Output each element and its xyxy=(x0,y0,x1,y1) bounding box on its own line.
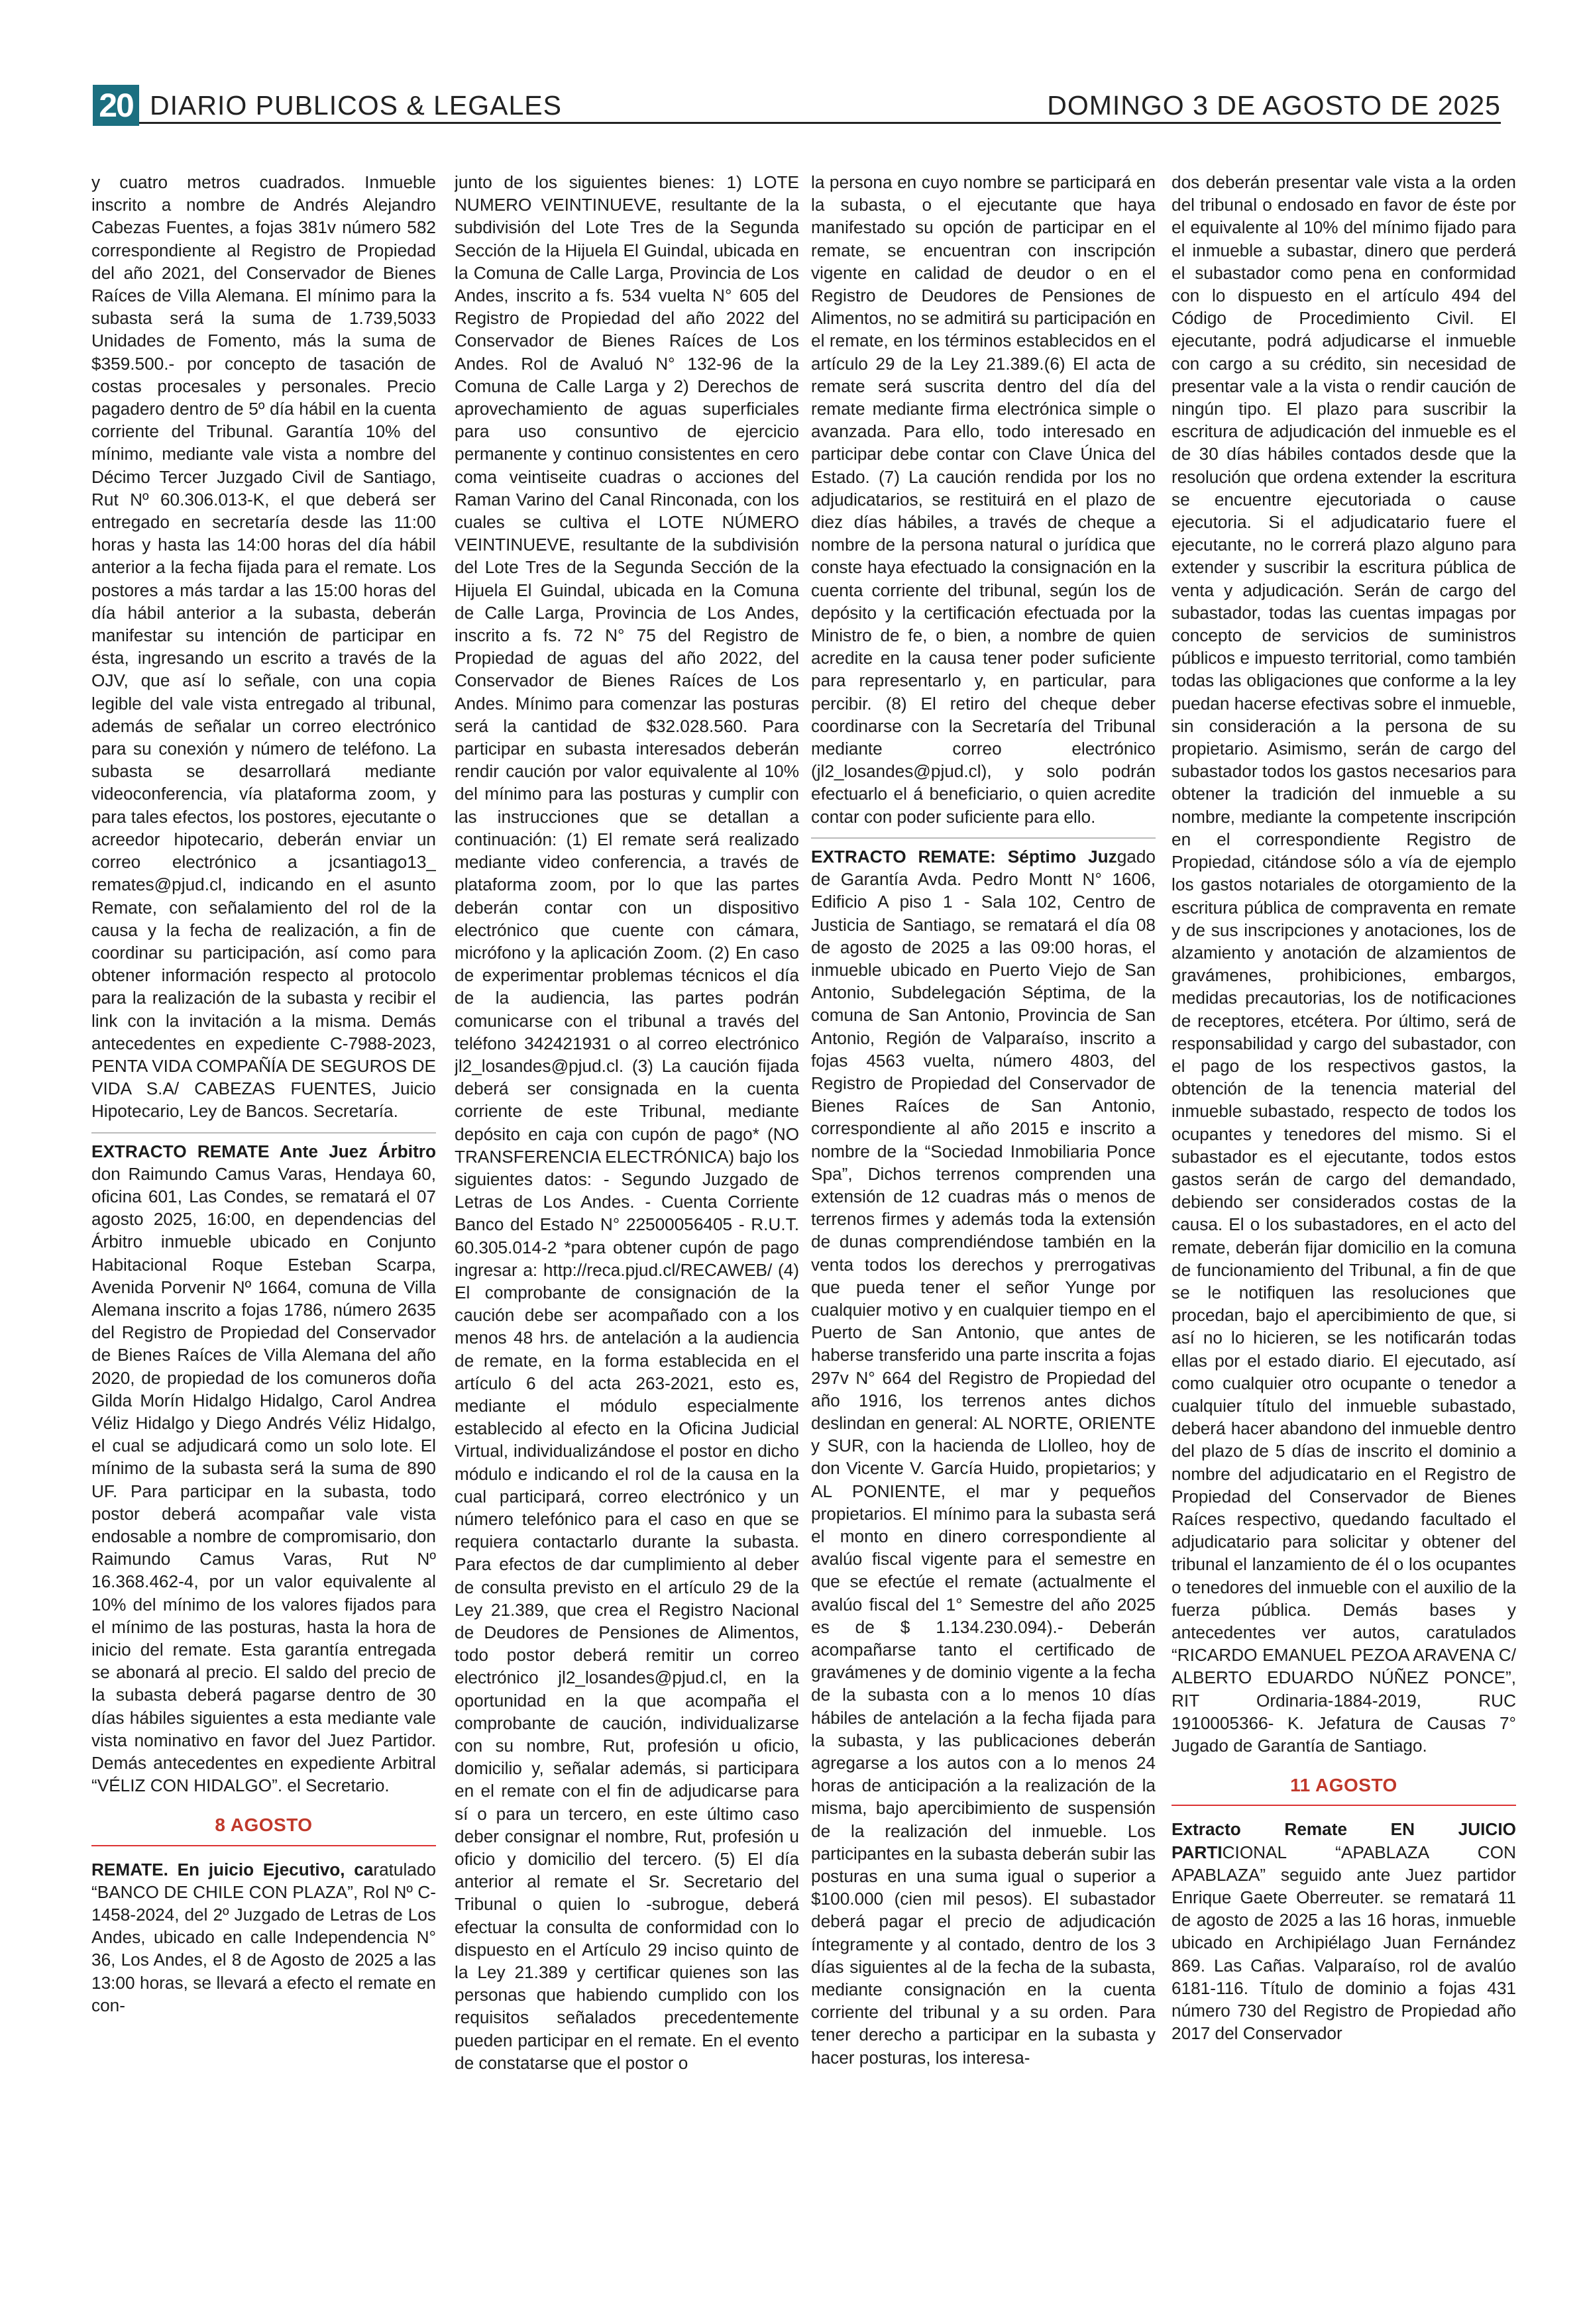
notice-paragraph xyxy=(811,845,1156,2069)
notice-paragraph xyxy=(91,1140,436,1797)
column-4 xyxy=(1172,171,1516,2298)
page-number: 20 xyxy=(93,85,139,126)
notice-heading: Extracto Remate EN JUICIO PARTI xyxy=(1172,1819,1516,1862)
notice-paragraph: junto de los siguientes bienes: 1) LOTE NUMERO VEINTINUEVE, resultante de la subdivisión del Lote Tres de la Segunda Sección de la Hijuela El Guindal, ubicada en la Comuna de Calle Larga, Provincia de Los Andes, inscrito a fs. 534 vuelta N° 605 del Registro de Propiedad del año 2022 del Conservador de Bienes Raíces de Los Andes. Rol de Avaluó N° 132-96 de la Comuna de Calle Larga y 2) Derechos de aprovechamiento de aguas superficiales para uso consuntivo de ejercicio permanente y continuo consistentes en cero coma veintiseite cuadras o acciones del Raman Varino del Canal Rinconada, con los cuales se cultiva el LOTE NÚMERO VEINTINUEVE, resultante de la subdivisión del Lote Tres de la Segunda Sección de la Hijuela El Guindal, ubicada en la Comuna de Calle Larga, Provincia de Los Andes, inscrito a fs. 72 N° 75 del Registro de Propiedad de aguas del año 2022, del Conservador de Bienes Raíces de Los Andes. Mínimo para comenzar las posturas será la cantidad de $32.028.560. Para participar en subasta interesados deberán rendir caución por valor equivalente al 10% del mínimo para las posturas y cumplir con las instrucciones que se detallan a continuación: (1) El remate será realizado mediante video conferencia, a través de plataforma zoom, por lo que las partes deberán contar con un dispositivo electrónico que cuente con cámara, micrófono y la aplicación Zoom. (2) En caso de experimentar problemas técnicos el día de la audiencia, las partes podrán comunicarse con el tribunal a través del teléfono 342421931 o al correo electrónico jl2_losandes@pjud.cl. (3) La caución fijada deberá ser consignada en la cuenta corriente de este Tribunal, mediante depósito en caja con cupón de pago* (NO TRANSFERENCIA ELECTRÓNICA) bajo los siguientes datos: - Segundo Juzgado de Letras de Los Andes. - Cuenta Corriente Banco del Estado N° 22500056405 - R.U.T. 60.305.014-2 *para obtener cupón de pago ingresar a: http://reca.pjud.cl/RECAWEB/ (4) El comprobante de consignación de la caución debe ser acompañado con a los menos 48 hrs. de antelación a la audiencia de remate, en la forma establecida en el artículo 6 del acta 263-2021, esto es, mediante el módulo especialmente establecido al efecto en la Oficina Judicial Virtual, individualizándose el postor en dicho módulo e indicando el rol de la causa en la cual participará, correo electrónico y un número telefónico para el caso en que se requiera contactarlo durante la subasta. Para efectos de dar cumplimiento al deber de consulta previsto en el artículo 29 de la Ley 21.389, que crea el Registro Nacional de Deudores de Pensiones de Alimentos, todo postor deberá remitir un correo electrónico jl2_losandes@pjud.cl, en la oportunidad en la que acompaña el comprobante de caución, individualizarse con su nombre, Rut, profesión u oficio, domicilio y, señalar además, si participara en el remate con el fin de adjudicarse para sí o para un tercero, en este último caso deber consignar el nombre, Rut, profesión u oficio y domicilio del tercero. (5) El día anterior al remate el Sr. Secretario del Tribunal o quien lo -subrogue, deberá efectuar la consulta de conformidad con lo dispuesto en el Artículo 29 inciso quinto de la Ley 21.389 y certificar quienes son las personas que habiendo cumplido con los requisitos señalados precedentemente pueden participar en el remate. En el evento de constatarse que el postor o xyxy=(455,172,799,2073)
section-heading: 11 AGOSTO xyxy=(1290,1775,1397,1796)
notice-body: CIONAL “APABLAZA CON APABLAZA” seguido ante Juez partidor Enrique Gaete Oberreuter. se rematará 11 de agosto de 2025 a las 16 horas, inmueble ubicado en Archipiélago Juan Fernández 869. Las Cañas. Valparaíso, rol de avalúo 6181-116. Título de dominio a fojas 431 número 730 del Registro de Propiedad año 2017 del Conservador xyxy=(1172,1842,1516,2044)
section-rule xyxy=(1172,1805,1516,1806)
publication-title: DIARIO PUBLICOS & LEGALES xyxy=(150,90,562,121)
notice-body: ratulado “BANCO DE CHILE CON PLAZA”, Rol Nº C-1458-2024, del 2º Juzgado de Letras de Los Andes, ubicado en calle Independencia N° 36, Los Andes, el 8 de Agosto de 2025 a las 13:00 horas, se llevará a efecto el remate en con- xyxy=(91,1859,436,2015)
page-header xyxy=(93,85,1501,124)
notice-body: gado de Garantía Avda. Pedro Montt N° 1606, Edificio A piso 1 - Sala 102, Centro de Justicia de Santiago, se rematará el día 08 de agosto de 2025 a las 09:00 horas, el inmueble ubicado en Puerto Viejo de San Antonio, Subdelegación Séptima, de la comuna de San Antonio, Provincia de San Antonio, Región de Valparaíso, inscrito a fojas 4563 vuelta, número 4803, del Registro de Propiedad del Conservador de Bienes Raíces de San Antonio, correspondiente al año 2015 e inscrito a nombre de la “Sociedad Inmobiliaria Ponce Spa”, Dichos terrenos comprenden una extensión de 12 cuadras más o menos de terrenos firmes y además toda la extensión de dunas comprendiéndose también en la venta todos los derechos y prerrogativas que pueda tener el señor Yunge por cualquier motivo y en cualquier tiempo en el Puerto de San Antonio, que antes de haberse transferido una parte inscrita a fojas 297v N° 664 del Registro de Propiedad del año 1916, los terrenos antes dichos deslindan en general: AL NORTE, ORIENTE y SUR, con la hacienda de Llolleo, hoy de don Vicente V. García Huido, propietarios; y AL PONIENTE, el mar y pequeños propietarios. El mínimo para la subasta será el monto en dinero correspondiente al avalúo fiscal vigente para el semestre en que se efectúe el remate (actualmente el avalúo fiscal del 1° Semestre del año 2025 es de $ 1.134.230.094).- Deberán acompañarse tanto el certificado de gravámenes y de dominio vigente a la fecha de la subasta con a lo menos 10 días hábiles de antelación a la fecha fijada para la subasta, y las publicaciones deberán agregarse a los autos con a lo menos 24 horas de anticipación a la realización de la misma, bajo apercibimiento de suspensión de la realización del inmueble. Los participantes en la subasta deberán subir las posturas en una suma igual o superior a $100.000 (cien mil pesos). El subastador deberá pagar el precio de adjudicación íntegramente y al contado, dentro de los 3 días siguientes al de la fecha de la subasta, mediante consignación en la cuenta corriente del tribunal y a su orden. Para tener derecho a participar en la subasta y hacer posturas, los interesa- xyxy=(811,846,1156,2068)
issue-date: DOMINGO 3 DE AGOSTO DE 2025 xyxy=(1047,90,1501,121)
notice-heading: EXTRACTO REMATE: Séptimo Juz xyxy=(811,846,1117,867)
notice-divider xyxy=(91,1132,436,1134)
notice-paragraph xyxy=(1172,1818,1516,2044)
notice-heading: REMATE. En juicio Ejecutivo, ca xyxy=(91,1859,374,1879)
column-3 xyxy=(811,171,1156,2298)
notice-heading: EXTRACTO REMATE Ante Juez Árbitro xyxy=(91,1141,436,1161)
notice-paragraph: dos deberán presentar vale vista a la orden del tribunal o endosado en favor de éste por el equivalente al 10% del mínimo fijado para el inmueble a subastar, dinero que perderá el subastador como pena en conformidad con lo dispuesto en el artículo 494 del Código de Procedimiento Civil. El ejecutante, podrá adjudicarse el inmueble con cargo a su crédito, sin necesidad de presentar vale a la vista o rendir caución de ningún tipo. El plazo para suscribir la escritura de adjudicación del inmueble es el de 30 días hábiles contados desde que la resolución que ordena extender la escritura se encuentre ejecutoriada o cause ejecutoria. Si el adjudicatario fuere el ejecutante, no le correrá plazo alguno para extender y suscribir la escritura pública de venta y adjudicación. Serán de cargo del subastador, todas las cuentas impagas por concepto de servicios de suministros públicos e impuesto territorial, como también todas las obligaciones que conforme a la ley puedan hacerse efectivas sobre el inmueble, sin consideración a la persona de su propietario. Asimismo, serán de cargo del subastador todos los gastos necesarios para obtener la tradición del inmueble a su nombre, mediante la competente inscripción en el correspondiente Registro de Propiedad, citándose sólo a vía de ejemplo los gastos notariales de otorgamiento de la escritura pública de compraventa en remate y de sus inscripciones y anotaciones, los de alzamiento y anotación de alzamientos de gravámenes, prohibiciones, embargos, medidas precautorias, los de notificaciones de receptores, etcétera. Por último, será de responsabilidad y cargo del subastador, con el pago de los respectivos gastos, la obtención de la tenencia material del inmueble subastado, respecto de todos los ocupantes y tenedores del mismo. Si el subastador es el ejecutante, todos estos gastos serán de cargo del demandado, debiendo ser considerados costas de la causa. El o los subastadores, en el acto del remate, deberán fijar domicilio en la comuna de funcionamiento del Tribunal, a fin de que se le notifiquen las resoluciones que procedan, bajo el apercibimiento de que, si así no lo hicieren, se les notificarán todas ellas por el estado diario. El ejecutado, así como cualquier otro ocupante o tenedor a cualquier título del inmueble subastado, deberá hacer abandono del inmueble dentro del plazo de 5 días de inscrito el dominio a nombre del adjudicatario en el Registro de Propiedad del Conservador de Bienes Raíces respectivo, quedando facultado el adjudicatario para solicitar y obtener del tribunal el lanzamiento de él o los ocupantes o tenedores del inmueble con el auxilio de la fuerza pública. Demás bases y antecedentes ver autos, caratulados “RICARDO EMANUEL PEZOA ARAVENA C/ ALBERTO EDUARDO NÚÑEZ PONCE”, RIT Ordinaria-1884-2019, RUC 1910005366- K. Jefatura de Causas 7° Jugado de Garantía de Santiago. xyxy=(1172,172,1516,1756)
notice-divider xyxy=(811,837,1156,839)
notice-paragraph: y cuatro metros cuadrados. Inmueble inscrito a nombre de Andrés Alejandro Cabezas Fuentes, a fojas 381v número 582 correspondiente al Registro de Propiedad del año 2021, del Conservador de Bienes Raíces de Villa Alemana. El mínimo para la subasta será la suma de 1.739,5033 Unidades de Fomento, más la suma de $359.500.- por concepto de tasación de costas procesales y personales. Precio pagadero dentro de 5º día hábil en la cuenta corriente del Tribunal. Garantía 10% del mínimo, mediante vale vista a nombre del Décimo Tercer Juzgado Civil de Santiago, Rut Nº 60.306.013-K, el que deberá ser entregado en secretaría desde las 11:00 horas y hasta las 14:00 horas del día hábil anterior a la fecha fijada para el remate. Los postores a más tardar a las 15:00 horas del día hábil anterior a la subasta, deberán manifestar su intención de participar en ésta, ingresando un escrito a través de la OJV, que así lo señale, con una copia legible del vale vista entregado al tribunal, además de señalar un correo electrónico para su conexión y número de teléfono. La subasta se desarrollará mediante videoconferencia, vía plataforma zoom, y para tales efectos, los postores, ejecutante o acreedor hipotecario, deberán enviar un correo electrónico a jcsantiago13_ remates@pjud.cl, indicando en el asunto Remate, con señalamiento del rol de la causa y la fecha de realización, a fin de coordinar su participación, así como para obtener información respecto al protocolo para la realización de la subasta y recibir el link con la invitación a la misma. Demás antecedentes en expediente C-7988-2023, PENTA VIDA COMPAÑÍA DE SEGUROS DE VIDA S.A/ CABEZAS FUENTES, Juicio Hipotecario, Ley de Bancos. Secretaría. xyxy=(91,172,436,1122)
notice-paragraph xyxy=(91,1858,436,2017)
section-heading: 8 AGOSTO xyxy=(215,1815,313,1836)
notice-body: don Raimundo Camus Varas, Hendaya 60, oficina 601, Las Condes, se rematará el 07 agosto 2025, 16:00, en dependencias del Árbitro inmueble ubicado en Conjunto Habitacional Roque Esteban Scarpa, Avenida Porvenir Nº 1664, comuna de Villa Alemana inscrito a fojas 1786, número 2635 del Registro de Propiedad del Conservador de Bienes Raíces de Villa Alemana del año 2020, de propiedad de los comuneros doña Gilda Morín Hidalgo Hidalgo, Carol Andrea Véliz Hidalgo y Diego Andrés Véliz Hidalgo, el cual se adjudicará como un solo lote. El mínimo de la subasta será la suma de 890 UF. Para participar en la subasta, todo postor deberá acompañar vale vista endosable a nombre de compromisario, don Raimundo Camus Varas, Rut Nº 16.368.462-4, por un valor equivalente al 10% del mínimo de los valores fijados para el mínimo de las posturas, hasta la hora de inicio del remate. Esta garantía entregada se abonará al precio. El saldo del precio de la subasta deberá pagarse dentro de 30 días hábiles siguientes a esta mediante vale vista nominativo en favor del Juez Partidor. Demás antecedentes en expediente Arbitral “VÉLIZ CON HIDALGO”. el Secretario. xyxy=(91,1163,436,1796)
column-1 xyxy=(91,171,436,2298)
section-rule xyxy=(91,1845,436,1846)
notice-paragraph: la persona en cuyo nombre se participará en la subasta, o el ejecutante que haya manifestado su opción de participar en el remate, se encuentran con inscripción vigente en calidad de deudor o en el Registro de Deudores de Pensiones de Alimentos, no se admitirá su participación en el remate, en los términos establecidos en el artículo 29 de la Ley 21.389.(6) El acta de remate será suscrita dentro del día del remate mediante firma electrónica simple o avanzada. Para ello, todo interesado en participar debe contar con Clave Única del Estado. (7) La caución rendida por los no adjudicatarios, se restituirá en el plazo de diez días hábiles, a través de cheque a nombre de la persona natural o jurídica que conste haya efectuado la consignación en la cuenta corriente del tribunal, según los de depósito y la certificación efectuada por la Ministro de fe, o bien, a nombre de quien acredite en la causa tener poder suficiente para representarlo y, en particular, para percibir. (8) El retiro del cheque deber coordinarse con la Secretaría del Tribunal mediante correo electrónico (jl2_losandes@pjud.cl), y solo podrán efectuarlo el á beneficiario, o quien acredite contar con poder suficiente para ello. xyxy=(811,172,1156,827)
column-2 xyxy=(455,171,799,2298)
